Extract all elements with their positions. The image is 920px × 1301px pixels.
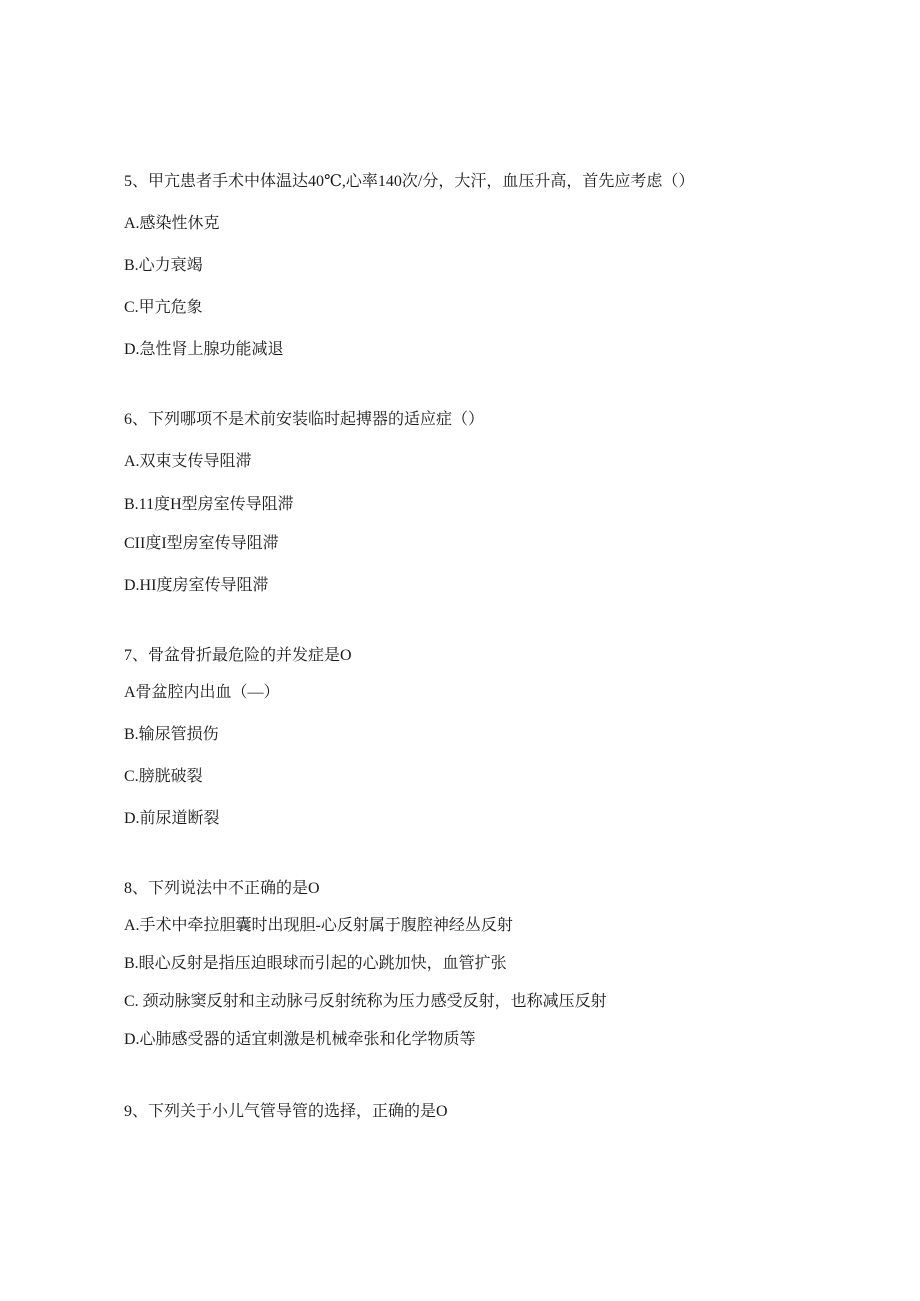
question-7-stem: 7、骨盆骨折最危险的并发症是O <box>124 647 352 664</box>
question-8-option-a: A.手术中牵拉胆囊时出现胆-心反射属于腹腔神经丛反射 <box>124 917 513 934</box>
question-5-option-d: D.急性肾上腺功能减退 <box>124 341 284 358</box>
question-5-option-a: A.感染性休克 <box>124 215 220 232</box>
question-6-option-c: CII度I型房室传导阻滞 <box>124 535 279 552</box>
question-7-option-b: B.输尿管损伤 <box>124 726 219 743</box>
question-5-stem: 5、甲亢患者手术中体温达40℃,心率140次/分，大汗，血压升高，首先应考虑（） <box>124 173 695 190</box>
question-6-stem: 6、下列哪项不是术前安装临时起搏器的适应症（） <box>124 411 485 428</box>
question-7-option-d: D.前尿道断裂 <box>124 810 220 827</box>
question-6-option-d: D.HI度房室传导阻滞 <box>124 577 269 594</box>
question-5-option-c: C.甲亢危象 <box>124 299 203 316</box>
question-5-option-b: B.心力衰竭 <box>124 257 203 274</box>
question-8-stem: 8、下列说法中不正确的是O <box>124 880 320 897</box>
question-7-option-c: C.膀胱破裂 <box>124 768 203 785</box>
question-6-option-b: B.11度H型房室传导阻滞 <box>124 496 294 513</box>
question-8-option-c: C. 颈动脉窦反射和主动脉弓反射统称为压力感受反射，也称减压反射 <box>124 993 607 1010</box>
question-9-stem: 9、下列关于小儿气管导管的选择，正确的是O <box>124 1103 448 1120</box>
question-6-option-a: A.双束支传导阻滞 <box>124 453 252 470</box>
question-7-option-a: A骨盆腔内出血（—） <box>124 684 280 701</box>
question-8-option-d: D.心肺感受器的适宜刺激是机械牵张和化学物质等 <box>124 1031 476 1048</box>
question-8-option-b: B.眼心反射是指压迫眼球而引起的心跳加快，血管扩张 <box>124 955 507 972</box>
